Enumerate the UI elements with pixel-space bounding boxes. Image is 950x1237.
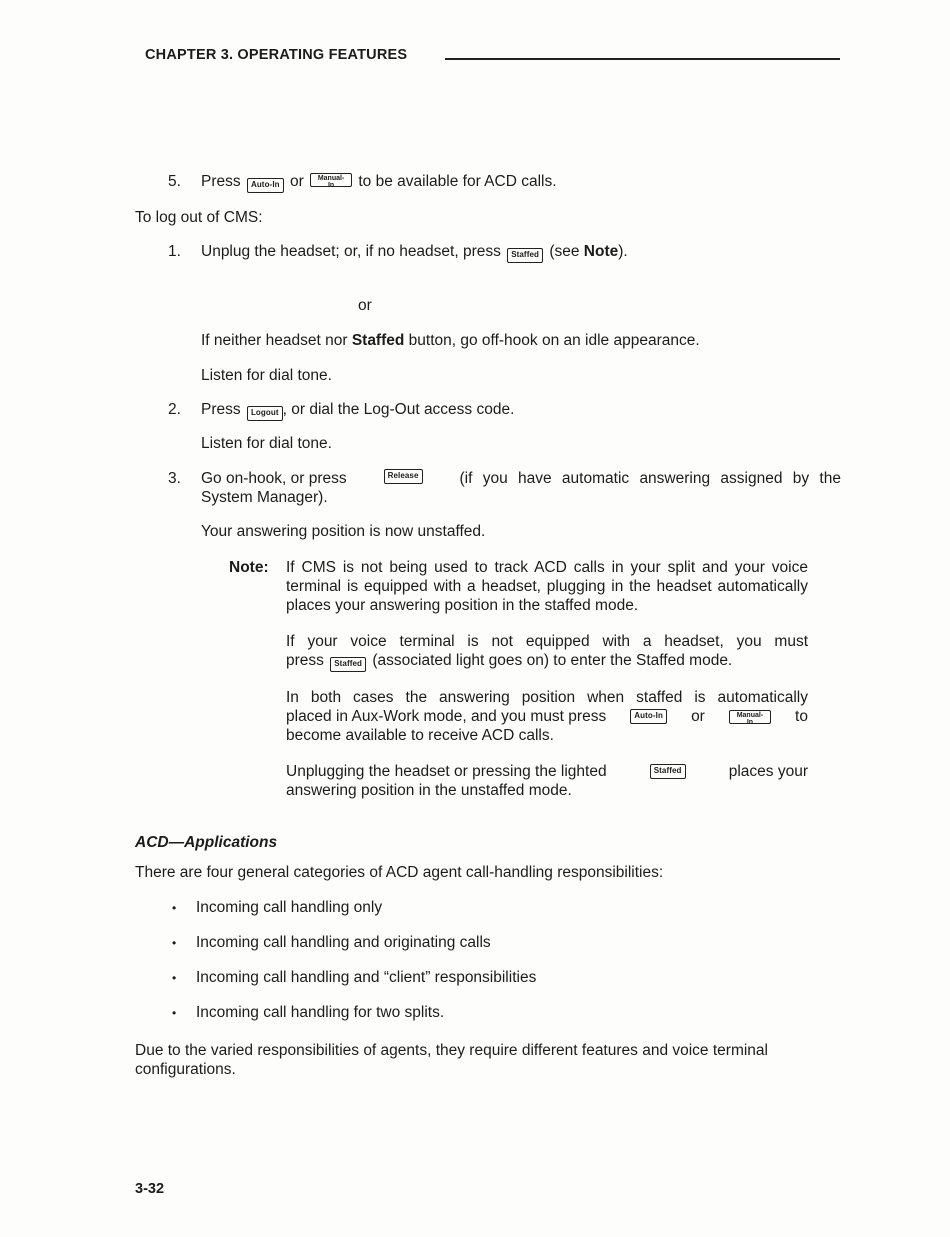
listen-dial-tone-2: Listen for dial tone. xyxy=(201,435,332,452)
manual-in-key-bottom: In xyxy=(327,182,335,189)
bullet-dot: • xyxy=(172,936,177,950)
staffed-key-2: Staffed xyxy=(330,657,366,672)
note-p3-or: or xyxy=(691,708,705,725)
auto-in-key-2: Auto-In xyxy=(630,709,667,724)
note-p4-line2: answering position in the unstaffed mode. xyxy=(286,782,572,799)
manual-in-key xyxy=(310,173,352,187)
neither-text xyxy=(201,331,700,350)
chapter-header: CHAPTER 3. OPERATING FEATURES xyxy=(145,47,408,63)
step-5-text xyxy=(201,172,557,193)
step-5-post: to be available for ACD calls. xyxy=(358,173,557,190)
logout-intro: To log out of CMS: xyxy=(135,209,263,226)
note-p3-to: to xyxy=(795,708,808,725)
note-p4-post: places your xyxy=(728,763,808,780)
note-label: Note: xyxy=(229,559,269,576)
manual-in-key-2 xyxy=(729,710,771,724)
step-3-number: 3. xyxy=(168,470,181,487)
step-5-pre: Press xyxy=(201,173,241,190)
note-p2-line1: If your voice terminal is not equipped with a headset, you must xyxy=(286,633,808,650)
note-paragraph-1: If CMS is not being used to track ACD calls in your split and your voice terminal is equipped with a headset, plugging in the headset automatically places your answering position in the staffed mode. xyxy=(286,559,808,614)
step-2-post: , or dial the Log-Out access code. xyxy=(282,401,515,418)
neither-pre: If neither headset nor xyxy=(201,332,348,349)
list-item: Incoming call handling and “client” responsibilities xyxy=(196,969,537,986)
auto-in-key: Auto-In xyxy=(247,178,284,193)
bullet-dot: • xyxy=(172,901,177,915)
note-p2-post: (associated light goes on) to enter the Staffed mode. xyxy=(372,652,733,669)
neither-staffed: Staffed xyxy=(351,332,405,349)
note-paragraph-3 xyxy=(286,688,808,745)
section-closing: Due to the varied responsibilities of agents, they require different features and voice terminal configurations. xyxy=(135,1042,768,1078)
staffed-key: Staffed xyxy=(507,248,543,263)
note-paragraph-4 xyxy=(286,762,808,800)
note-paragraph-2 xyxy=(286,632,808,672)
list-item: Incoming call handling and originating calls xyxy=(196,934,491,951)
step-1-close: ). xyxy=(618,243,628,260)
note-p2-press: press xyxy=(286,652,324,669)
page-number: 3-32 xyxy=(135,1181,165,1197)
manual-in-key-2-bottom: In xyxy=(746,718,754,726)
bullet-dot: • xyxy=(172,1006,177,1020)
step-1-see: (see xyxy=(549,243,580,260)
header-rule xyxy=(445,58,840,60)
note-p3-line2-pre: placed in Aux-Work mode, and you must press xyxy=(286,708,607,725)
neither-post: button, go off-hook on an idle appearance. xyxy=(408,332,700,349)
step-2-text xyxy=(201,400,514,421)
step-3-text xyxy=(201,469,841,507)
step-5-or: or xyxy=(289,173,304,190)
staffed-key-3: Staffed xyxy=(650,764,686,779)
section-heading: ACD—Applications xyxy=(135,834,278,851)
note-p3-line1: In both cases the answering position when staffed is automatically xyxy=(286,689,808,706)
note-p3-line3: become available to receive ACD calls. xyxy=(286,727,554,744)
step-2-number: 2. xyxy=(168,401,181,418)
section-intro: There are four general categories of ACD agent call-handling responsibilities: xyxy=(135,864,664,881)
step-5-number: 5. xyxy=(168,173,181,190)
manual-in-key-top: Manual- xyxy=(317,175,345,182)
list-item: Incoming call handling only xyxy=(196,899,383,916)
step-1-number: 1. xyxy=(168,243,181,260)
or-text: or xyxy=(358,297,372,314)
step-2-pre: Press xyxy=(201,401,241,418)
note-p4-pre: Unplugging the headset or pressing the lighted xyxy=(286,763,607,780)
bullet-dot: • xyxy=(172,971,177,985)
logout-key: Logout xyxy=(247,406,283,421)
step-1-note-ref: Note xyxy=(583,243,619,260)
step-1-text xyxy=(201,242,628,263)
manual-in-key-2-top: Manual- xyxy=(736,711,764,719)
step-3-line2: System Manager). xyxy=(201,489,328,506)
step-1-pre: Unplug the headset; or, if no headset, press xyxy=(201,243,501,260)
unstaffed-text: Your answering position is now unstaffed. xyxy=(201,523,486,540)
list-item: Incoming call handling for two splits. xyxy=(196,1004,445,1021)
step-3-post: (if you have automatic answering assigned by the xyxy=(459,470,841,487)
listen-dial-tone-1: Listen for dial tone. xyxy=(201,367,332,384)
step-3-pre: Go on-hook, or press xyxy=(201,470,347,487)
release-key: Release xyxy=(384,469,423,484)
